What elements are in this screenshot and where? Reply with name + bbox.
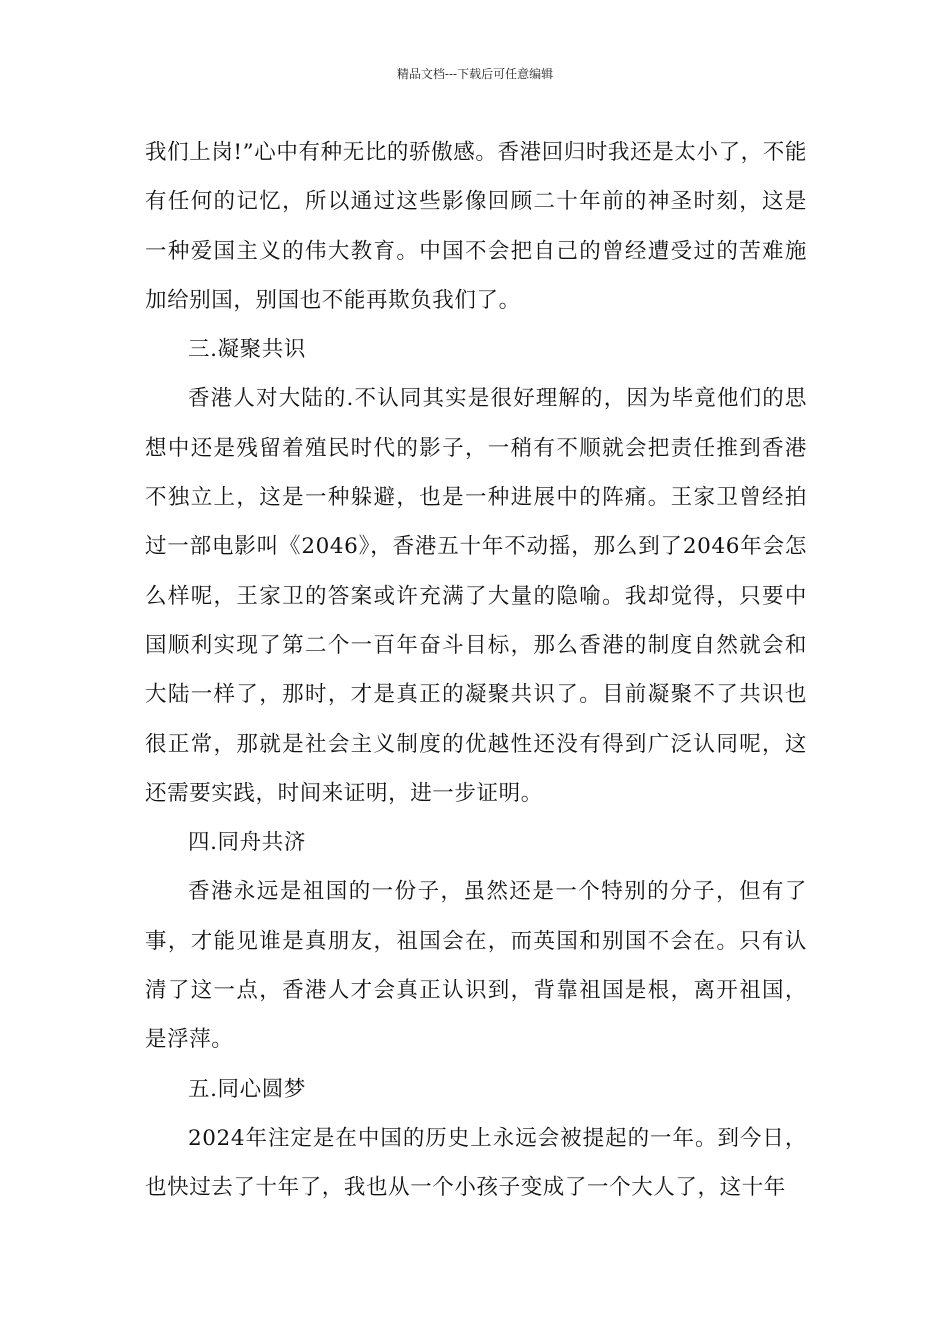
section-heading-4: 四.同舟共济	[188, 830, 306, 856]
page-header: 精品文档---下载后可任意编辑	[396, 67, 554, 81]
paragraph-section-5: 2024年注定是在中国的历史上永远会被提起的一年。到今日，也快过去了十年了，我也从一个小孩子变成了一个大人了，这十年	[145, 1125, 807, 1201]
paragraph-section-3: 香港人对大陆的.不认同其实是很好理解的，因为毕竟他们的思想中还是残留着殖民时代的影子，一稍有不顺就会把责任推到香港不独立上，这是一种躲避，也是一种进展中的阵痛。王家卫曾经拍过一部电影叫《2046》，香港五十年不动摇，那么到了2046年会怎么样呢，王家卫的答案或许充满了大量的隐喻。我却觉得，只要中国顺利实现了第二个一百年奋斗目标，那么香港的制度自然就会和大陆一样了，那时，才是真正的凝聚共识了。目前凝聚不了共识也很正常，那就是社会主义制度的优越性还没有得到广泛认同呢，这还需要实践，时间来证明，进一步证明。	[145, 386, 807, 806]
document-body	[145, 128, 807, 1213]
section-heading-5: 五.同心圆梦	[188, 1076, 306, 1102]
paragraph-continuation: 我们上岗!”心中有种无比的骄傲感。香港回归时我还是太小了，不能有任何的记忆，所以通过这些影像回顾二十年前的神圣时刻，这是一种爱国主义的伟大教育。中国不会把自己的曾经遭受过的苦难施加给别国，别国也不能再欺负我们了。	[145, 140, 807, 313]
section-heading-3: 三.凝聚共识	[188, 337, 306, 363]
paragraph-section-4: 香港永远是祖国的一份子，虽然还是一个特别的分子，但有了事，才能见谁是真朋友，祖国会在，而英国和别国不会在。只有认清了这一点，香港人才会真正认识到，背靠祖国是根，离开祖国，是浮萍。	[145, 879, 807, 1053]
